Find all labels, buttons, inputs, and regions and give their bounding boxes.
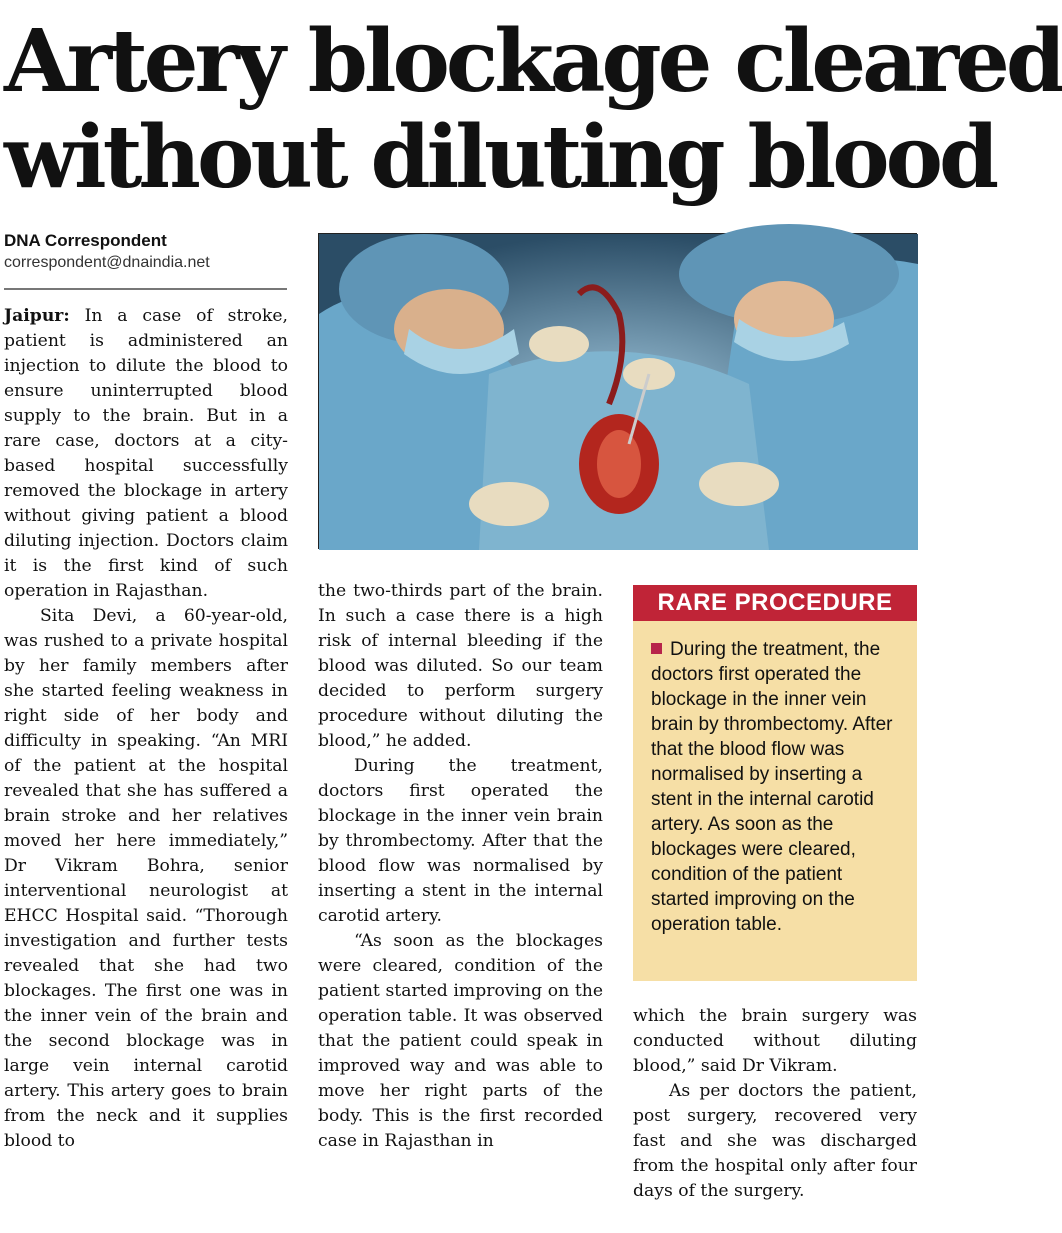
article-column-1 [4, 304, 288, 1154]
article-paragraph: “As soon as the blockages were cleared, condition of the patient started improving on the operation table. It was observed that the patient could speak in improved way and was able to move her right parts of the body. This is the first recorded case in Rajasthan in [318, 931, 603, 1151]
surgery-photo-icon [319, 234, 918, 550]
dateline: Jaipur: [4, 306, 70, 326]
article-paragraph: Sita Devi, a 60-year-old, was rushed to a private hospital by her family members after she started feeling weakness in right side of her body and difficulty in speaking. “An MRI of the patient at the hospital revealed that she has suffered a brain stroke and her relatives moved her here immediately,” Dr Vikram Bohra, senior interventional neurologist at EHCC Hospital said. “Thorough investigation and further tests revealed that she had two blockages. The first one was in the inner vein of the brain and the second blockage was in large vein internal carotid artery. This artery goes to brain from the neck and it supplies blood to [4, 606, 288, 1151]
byline-email: correspondent@dnaindia.net [4, 254, 210, 271]
byline-divider [4, 288, 287, 290]
article-paragraph: During the treatment, doctors first operated the blockage in the inner vein brain by thrombectomy. After that the blood flow was normalised by inserting a stent in the internal carotid artery. [318, 756, 603, 926]
article-paragraph [4, 304, 288, 604]
article-column-3 [633, 1004, 917, 1204]
byline [4, 230, 294, 274]
byline-name: DNA Correspondent [4, 231, 167, 250]
article-paragraph: the two-thirds part of the brain. In such a case there is a high risk of internal bleeding if the blood was diluted. So our team decided to perform surgery procedure without diluting the blood,” he added. [318, 581, 603, 751]
sidebar-title: RARE PROCEDURE [633, 585, 917, 621]
paragraph-text: In a case of stroke, patient is administered an injection to dilute the blood to ensure uninterrupted blood supply to the brain. But in a rare case, doctors at a city-based hospital successfully removed the blockage in artery without giving patient a blood diluting injection. Doctors claim it is the first kind of such operation in Rajasthan. [4, 306, 289, 601]
headline [4, 11, 1062, 208]
square-bullet-icon [651, 643, 662, 654]
surgery-photo [318, 233, 917, 549]
article-paragraph: which the brain surgery was conducted without diluting blood,” said Dr Vikram. [633, 1006, 917, 1076]
sidebar-box [633, 621, 917, 981]
article-column-2 [318, 579, 603, 1154]
sidebar-text: During the treatment, the doctors first operated the blockage in the inner vein brain by thrombectomy. After that the blood flow was normalised by inserting a stent in the internal carotid artery. As soon as the blockages were cleared, condition of the patient started improving on the operation table. [651, 639, 893, 935]
headline-line-2: without diluting blood [4, 107, 996, 208]
article-paragraph: As per doctors the patient, post surgery, recovered very fast and she was discharged from the hospital only after four days of the surgery. [633, 1081, 917, 1201]
headline-line-1: Artery blockage cleared [4, 11, 1062, 112]
